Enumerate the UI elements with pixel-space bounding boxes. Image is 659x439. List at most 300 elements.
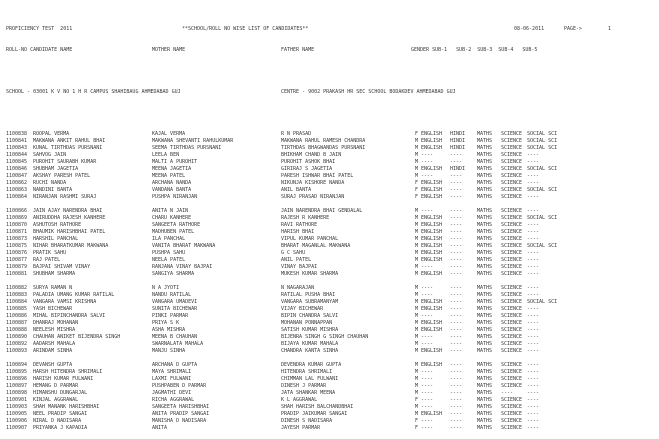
- candidate-row: [6, 131, 656, 138]
- cell-s4: SCIENCE: [501, 341, 523, 347]
- cell-father: R N PRASAD: [281, 131, 312, 137]
- cell-s3: MATHS: [477, 292, 493, 298]
- cell-s2: ----: [450, 208, 463, 214]
- cell-mother: ASHA MISHRA: [152, 327, 186, 333]
- cell-s5: ----: [527, 159, 540, 165]
- cell-g: M: [415, 264, 419, 270]
- candidate-row: [6, 194, 656, 201]
- cell-name: SHAH MANANK HARISHBHAI: [33, 404, 100, 410]
- cell-mother: LEELA BEN: [152, 152, 180, 158]
- cell-s1: ENGLISH: [421, 320, 443, 326]
- cell-name: BAJPAI SHIVAM VINAY: [33, 264, 91, 270]
- cell-s3: MATHS: [477, 362, 493, 368]
- cell-s4: SCIENCE: [501, 173, 523, 179]
- cell-g: M: [415, 313, 419, 319]
- cell-s4: SCIENCE: [501, 425, 523, 431]
- cell-mother: VANDANA BANTA: [152, 187, 192, 193]
- cell-name: HIMANSHU DUNGARJAL: [33, 390, 88, 396]
- cell-s3: MATHS: [477, 306, 493, 312]
- cell-s5: SOCIAL SCI: [527, 215, 558, 221]
- cell-s2: ----: [450, 159, 463, 165]
- cell-s4: SCIENCE: [501, 145, 523, 151]
- cell-s4: SCIENCE: [501, 138, 523, 144]
- cell-roll: 1100869: [6, 215, 28, 221]
- cell-roll: 1100884: [6, 299, 28, 305]
- cell-s5: ----: [527, 313, 540, 319]
- cell-s5: ----: [527, 320, 540, 326]
- cell-s3: MATHS: [477, 334, 493, 340]
- cell-s3: MATHS: [477, 299, 493, 305]
- cell-s3: MATHS: [477, 138, 493, 144]
- cell-s3: MATHS: [477, 131, 493, 137]
- cell-s1: ----: [421, 159, 434, 165]
- cell-mother: ARCHANA NANDA: [152, 180, 192, 186]
- cell-s1: ENGLISH: [421, 306, 443, 312]
- cell-s2: ----: [450, 229, 463, 235]
- candidate-row: [6, 152, 656, 159]
- cell-father: CHANDRA KANTA SINHA: [281, 348, 339, 354]
- cell-father: HARISH BHAI: [281, 229, 315, 235]
- cell-s5: ----: [527, 306, 540, 312]
- cell-name: PRIYANKA J KAPADIA: [33, 425, 88, 431]
- candidate-row: [6, 411, 656, 418]
- cell-s2: HINDI: [450, 166, 466, 172]
- cell-s4: SCIENCE: [501, 285, 523, 291]
- cell-s5: ----: [527, 397, 540, 403]
- cell-s3: MATHS: [477, 236, 493, 242]
- candidate-row: [6, 334, 656, 341]
- cell-s4: SCIENCE: [501, 236, 523, 242]
- cell-roll: 1100879: [6, 264, 28, 270]
- cell-s4: SCIENCE: [501, 418, 523, 424]
- cell-mother: PUSHPA NIRANJAN: [152, 194, 198, 200]
- cell-name: HARSHIL PANCHAL: [33, 236, 79, 242]
- cell-father: NIKUNJA KISHORE NANDA: [281, 180, 345, 186]
- cell-mother: CHARU KANHERE: [152, 215, 192, 221]
- cell-name: NEELESH MISHRA: [33, 327, 76, 333]
- cell-s1: ENGLISH: [421, 362, 443, 368]
- cell-g: F: [415, 131, 419, 137]
- cell-roll: 1100890: [6, 334, 28, 340]
- cell-father: SHAH HARISH BALCHANDBHAI: [281, 404, 354, 410]
- cell-g: M: [415, 348, 419, 354]
- cell-s4: SCIENCE: [501, 180, 523, 186]
- cell-s1: ENGLISH: [421, 243, 443, 249]
- cell-g: M: [415, 159, 419, 165]
- cell-s3: MATHS: [477, 341, 493, 347]
- cell-name: MIHAL BIPINCHANDRA SALVI: [33, 313, 106, 319]
- cell-g: M: [415, 411, 419, 417]
- cell-s5: ----: [527, 425, 540, 431]
- candidate-row: [6, 180, 656, 187]
- cell-roll: 1100893: [6, 348, 28, 354]
- cell-s5: ----: [527, 411, 540, 417]
- cell-father: VANGARA SUBRAMANYAM: [281, 299, 339, 305]
- cell-g: M: [415, 222, 419, 228]
- cell-s2: ----: [450, 299, 463, 305]
- cell-s3: MATHS: [477, 187, 493, 193]
- cell-s1: ----: [421, 404, 434, 410]
- cell-father: CHIMMAN LAL FULWANI: [281, 376, 339, 382]
- cell-s3: MATHS: [477, 425, 493, 431]
- candidate-row: [6, 257, 656, 264]
- cell-s5: ----: [527, 376, 540, 382]
- cell-s2: ----: [450, 180, 463, 186]
- cell-mother: MANISHA D NADISARA: [152, 418, 207, 424]
- report-header: [6, 26, 656, 33]
- cell-name: KINJAL AGGRAWAL: [33, 397, 79, 403]
- candidate-row: [6, 222, 656, 229]
- cell-mother: KAJAL VERMA: [152, 131, 186, 137]
- cell-g: F: [415, 180, 419, 186]
- cell-s2: ----: [450, 222, 463, 228]
- cell-s4: SCIENCE: [501, 194, 523, 200]
- cell-s2: ----: [450, 369, 463, 375]
- cell-father: RAJESH R KANHERE: [281, 215, 330, 221]
- cell-s1: ENGLISH: [421, 411, 443, 417]
- cell-s3: MATHS: [477, 250, 493, 256]
- cell-s4: SCIENCE: [501, 152, 523, 158]
- cell-mother: PINKI PARMAR: [152, 313, 189, 319]
- cell-mother: PUSHPABEN D PARMAR: [152, 383, 207, 389]
- document-page: [6, 12, 656, 431]
- cell-roll: 1100882: [6, 285, 28, 291]
- column-header-gender-subjects: GENDER SUB-1 SUB-2 SUB-3 SUB-4 SUB-5: [411, 47, 538, 53]
- cell-s1: ENGLISH: [421, 215, 443, 221]
- cell-mother: LAXMI FULWANI: [152, 376, 192, 382]
- cell-s1: ENGLISH: [421, 138, 443, 144]
- cell-s4: SCIENCE: [501, 222, 523, 228]
- cell-s5: ----: [527, 250, 540, 256]
- cell-roll: 1100845: [6, 159, 28, 165]
- cell-s4: SCIENCE: [501, 131, 523, 137]
- cell-s5: ----: [527, 194, 540, 200]
- cell-s5: SOCIAL SCI: [527, 166, 558, 172]
- cell-s5: ----: [527, 264, 540, 270]
- cell-s1: ENGLISH: [421, 348, 443, 354]
- cell-father: SATISH KUMAR MISHRA: [281, 327, 339, 333]
- cell-name: NEEL PRADIP SANGAI: [33, 411, 88, 417]
- cell-roll: 1100846: [6, 166, 28, 172]
- cell-g: F: [415, 425, 419, 431]
- cell-s1: ----: [421, 390, 434, 396]
- cell-s1: ENGLISH: [421, 222, 443, 228]
- cell-g: M: [415, 236, 419, 242]
- cell-s3: MATHS: [477, 166, 493, 172]
- cell-s5: ----: [527, 257, 540, 263]
- cell-father: BIPIN CHANDRA SALVI: [281, 313, 339, 319]
- cell-father: HITENDRA SHRIMALI: [281, 369, 333, 375]
- cell-s3: MATHS: [477, 383, 493, 389]
- cell-s2: ----: [450, 306, 463, 312]
- cell-s2: ----: [450, 327, 463, 333]
- cell-s1: ----: [421, 397, 434, 403]
- cell-name: VANGARA VAMSI KRISHNA: [33, 299, 97, 305]
- candidate-row: [6, 243, 656, 250]
- cell-father: SURAJ PRASAD NIRANJAN: [281, 194, 345, 200]
- cell-father: RATILAL PUSHA BHAI: [281, 292, 336, 298]
- cell-roll: 1100838: [6, 131, 28, 137]
- cell-roll: 1100843: [6, 145, 28, 151]
- cell-roll: 1100847: [6, 173, 28, 179]
- candidate-row: [6, 390, 656, 397]
- cell-roll: 1100866: [6, 208, 28, 214]
- cell-s5: ----: [527, 173, 540, 179]
- candidate-row: [6, 327, 656, 334]
- spacer: [6, 355, 656, 362]
- cell-s5: SOCIAL SCI: [527, 131, 558, 137]
- cell-g: F: [415, 418, 419, 424]
- candidate-row: [6, 404, 656, 411]
- cell-s3: MATHS: [477, 404, 493, 410]
- cell-father: G C SAHU: [281, 250, 306, 256]
- cell-roll: 1100875: [6, 243, 28, 249]
- cell-s5: ----: [527, 369, 540, 375]
- candidate-row: [6, 166, 656, 173]
- cell-s1: ENGLISH: [421, 166, 443, 172]
- candidate-row: [6, 341, 656, 348]
- cell-s3: MATHS: [477, 369, 493, 375]
- cell-father: MOHANAN PONNAPPAN: [281, 320, 333, 326]
- cell-s4: SCIENCE: [501, 229, 523, 235]
- centre-name: CENTRE - 9002 PRAKASH HR SEC SCHOOL BODAKDEV AHMEDABAD GUJ: [281, 89, 456, 95]
- cell-roll: 1100897: [6, 383, 28, 389]
- cell-s1: ENGLISH: [421, 257, 443, 263]
- cell-mother: JAGMATHI DEVI: [152, 390, 192, 396]
- candidate-row: [6, 159, 656, 166]
- candidate-row: [6, 320, 656, 327]
- cell-mother: SUNITA BICHEWAR: [152, 306, 198, 312]
- spacer: [6, 68, 656, 75]
- cell-father: JAIN NARENDRA BHAI GENDALAL: [281, 208, 363, 214]
- cell-g: M: [415, 215, 419, 221]
- cell-roll: 1100906: [6, 418, 28, 424]
- cell-s1: ----: [421, 369, 434, 375]
- cell-roll: 1100903: [6, 404, 28, 410]
- cell-s4: SCIENCE: [501, 397, 523, 403]
- cell-name: JAIN AJAY NARENDRA BHAI: [33, 208, 103, 214]
- cell-mother: MEENA PATEL: [152, 173, 186, 179]
- candidate-row: [6, 208, 656, 215]
- cell-mother: RANJANA VINAY BAJPAI: [152, 264, 213, 270]
- cell-s1: ENGLISH: [421, 327, 443, 333]
- cell-father: BIJAYA KUMAR MAHALA: [281, 341, 339, 347]
- cell-s4: SCIENCE: [501, 215, 523, 221]
- cell-s2: ----: [450, 285, 463, 291]
- cell-s2: ----: [450, 173, 463, 179]
- cell-s1: ----: [421, 383, 434, 389]
- cell-s4: SCIENCE: [501, 411, 523, 417]
- cell-s1: ----: [421, 418, 434, 424]
- cell-roll: 1100863: [6, 187, 28, 193]
- cell-g: M: [415, 243, 419, 249]
- cell-s5: ----: [527, 390, 540, 396]
- report-title: PROFICIENCY TEST 2011: [6, 26, 73, 32]
- cell-name: CHAUHAN ANIKET BIJENDRA SINGH: [33, 334, 121, 340]
- cell-s3: MATHS: [477, 264, 493, 270]
- cell-father: DINESH S NADISARA: [281, 418, 333, 424]
- candidate-row: [6, 250, 656, 257]
- cell-s3: MATHS: [477, 320, 493, 326]
- candidate-row: [6, 425, 656, 432]
- cell-s5: SOCIAL SCI: [527, 145, 558, 151]
- cell-father: K L AGGRAWAL: [281, 397, 318, 403]
- cell-s4: SCIENCE: [501, 348, 523, 354]
- cell-mother: VANITA BHARAT MAKWANA: [152, 243, 216, 249]
- cell-s2: ----: [450, 390, 463, 396]
- cell-s1: ENGLISH: [421, 145, 443, 151]
- cell-g: M: [415, 208, 419, 214]
- cell-roll: 1100841: [6, 138, 28, 144]
- column-header-father: FATHER NAME: [281, 47, 315, 53]
- cell-mother: SWARNALATA MAHALA: [152, 341, 204, 347]
- candidate-row: [6, 418, 656, 425]
- cell-s4: SCIENCE: [501, 299, 523, 305]
- cell-name: NIRAL D NADISARA: [33, 418, 82, 424]
- cell-g: M: [415, 152, 419, 158]
- cell-s4: SCIENCE: [501, 208, 523, 214]
- cell-name: AKSHAY PARESH PATEL: [33, 173, 91, 179]
- cell-s5: ----: [527, 229, 540, 235]
- cell-name: ROOPAL VERMA: [33, 131, 70, 137]
- cell-s4: SCIENCE: [501, 383, 523, 389]
- cell-mother: MEENA JAGETIA: [152, 166, 192, 172]
- cell-roll: 1100892: [6, 341, 28, 347]
- candidate-list: [6, 131, 656, 432]
- cell-s1: ----: [421, 208, 434, 214]
- cell-s4: SCIENCE: [501, 159, 523, 165]
- cell-mother: SEEMA TIRTHDAS PURSNANI: [152, 145, 222, 151]
- cell-s5: ----: [527, 222, 540, 228]
- cell-mother: ANITA PRADIP SANGAI: [152, 411, 210, 417]
- cell-s2: ----: [450, 292, 463, 298]
- cell-name: NIRANJAN RASHMI SURAJ: [33, 194, 97, 200]
- cell-s2: ----: [450, 362, 463, 368]
- cell-roll: 1100901: [6, 397, 28, 403]
- cell-roll: 1100844: [6, 152, 28, 158]
- cell-s3: MATHS: [477, 313, 493, 319]
- cell-s1: ----: [421, 152, 434, 158]
- candidate-row: [6, 229, 656, 236]
- cell-s4: SCIENCE: [501, 306, 523, 312]
- cell-father: MAKWANA RAHUL RAMESH CHANDRA: [281, 138, 366, 144]
- cell-father: VINAY BAJPAI: [281, 264, 318, 270]
- cell-s5: ----: [527, 348, 540, 354]
- cell-father: JATA SHANKAR MEENA: [281, 390, 336, 396]
- candidate-row: [6, 348, 656, 355]
- cell-roll: 1100885: [6, 306, 28, 312]
- cell-s2: HINDI: [450, 131, 466, 137]
- cell-s3: MATHS: [477, 348, 493, 354]
- cell-g: M: [415, 292, 419, 298]
- cell-s3: MATHS: [477, 257, 493, 263]
- school-row: [6, 89, 656, 96]
- cell-s2: ----: [450, 187, 463, 193]
- cell-s5: ----: [527, 327, 540, 333]
- cell-s2: ----: [450, 334, 463, 340]
- cell-s1: ENGLISH: [421, 194, 443, 200]
- cell-mother: SANGEETA HARISHBHAI: [152, 404, 210, 410]
- cell-g: M: [415, 145, 419, 151]
- cell-father: BIJENRA SINGH G SINGH CHAUHAN: [281, 334, 369, 340]
- cell-g: M: [415, 173, 419, 179]
- cell-g: M: [415, 250, 419, 256]
- candidate-row: [6, 173, 656, 180]
- cell-roll: 1100862: [6, 180, 28, 186]
- cell-mother: MADHUBEN PATEL: [152, 229, 195, 235]
- school-name: SCHOOL - 03001 K V NO 1 H R CAMPUS SHAHIBAUG AHMEDABAD GUJ: [6, 89, 181, 95]
- cell-s1: ENGLISH: [421, 250, 443, 256]
- cell-father: ANIL PATEL: [281, 257, 312, 263]
- cell-father: TIRTHDAS BHAGWANDAS PURSNANI: [281, 145, 366, 151]
- cell-roll: 1100877: [6, 257, 28, 263]
- cell-s5: SOCIAL SCI: [527, 138, 558, 144]
- cell-s3: MATHS: [477, 411, 493, 417]
- cell-s5: ----: [527, 383, 540, 389]
- cell-s2: ----: [450, 152, 463, 158]
- cell-s2: ----: [450, 411, 463, 417]
- cell-father: MUKESH KUMAR SHARMA: [281, 271, 339, 277]
- cell-s5: ----: [527, 271, 540, 277]
- cell-s2: ----: [450, 194, 463, 200]
- cell-father: JAYESH PARMAR: [281, 425, 321, 431]
- cell-father: PRADIP JAIKUMAR SANGAI: [281, 411, 348, 417]
- cell-s1: ----: [421, 313, 434, 319]
- cell-s2: ----: [450, 320, 463, 326]
- cell-name: PRATIK SAHU: [33, 250, 67, 256]
- cell-s2: ----: [450, 383, 463, 389]
- cell-g: M: [415, 271, 419, 277]
- cell-name: NANDINI BANTA: [33, 187, 73, 193]
- cell-s1: ----: [421, 285, 434, 291]
- cell-name: MAKWANA ANKIT RAHUL BHAI: [33, 138, 106, 144]
- cell-s4: SCIENCE: [501, 250, 523, 256]
- cell-mother: ARCHANA D GUPTA: [152, 362, 198, 368]
- candidate-row: [6, 313, 656, 320]
- cell-s4: SCIENCE: [501, 257, 523, 263]
- cell-s4: SCIENCE: [501, 320, 523, 326]
- cell-father: ANIL BANTA: [281, 187, 312, 193]
- cell-roll: 1100873: [6, 236, 28, 242]
- cell-mother: PUSHPA SAHU: [152, 250, 186, 256]
- cell-roll: 1100883: [6, 292, 28, 298]
- cell-roll: 1100907: [6, 425, 28, 431]
- report-center-title: **SCHOOL/ROLL NO WISE LIST OF CANDIDATES**: [182, 26, 309, 32]
- cell-g: M: [415, 404, 419, 410]
- cell-mother: ANITA N JAIN: [152, 208, 189, 214]
- candidate-row: [6, 369, 656, 376]
- cell-s2: ----: [450, 313, 463, 319]
- cell-name: SURYA RAMAN N: [33, 285, 73, 291]
- cell-s4: SCIENCE: [501, 187, 523, 193]
- cell-s5: SOCIAL SCI: [527, 299, 558, 305]
- cell-g: M: [415, 341, 419, 347]
- cell-name: SAHVOG JAIN: [33, 152, 67, 158]
- cell-s1: ENGLISH: [421, 236, 443, 242]
- cell-s4: SCIENCE: [501, 362, 523, 368]
- candidate-row: [6, 376, 656, 383]
- cell-s4: SCIENCE: [501, 264, 523, 270]
- cell-father: DEVENDRA KUMAR GUPTA: [281, 362, 342, 368]
- cell-s5: ----: [527, 292, 540, 298]
- cell-s2: ----: [450, 397, 463, 403]
- candidate-row: [6, 383, 656, 390]
- candidate-row: [6, 299, 656, 306]
- cell-roll: 1100894: [6, 362, 28, 368]
- cell-name: ASHUTOSH RATHORE: [33, 222, 82, 228]
- cell-s4: SCIENCE: [501, 166, 523, 172]
- cell-roll: 1100881: [6, 271, 28, 277]
